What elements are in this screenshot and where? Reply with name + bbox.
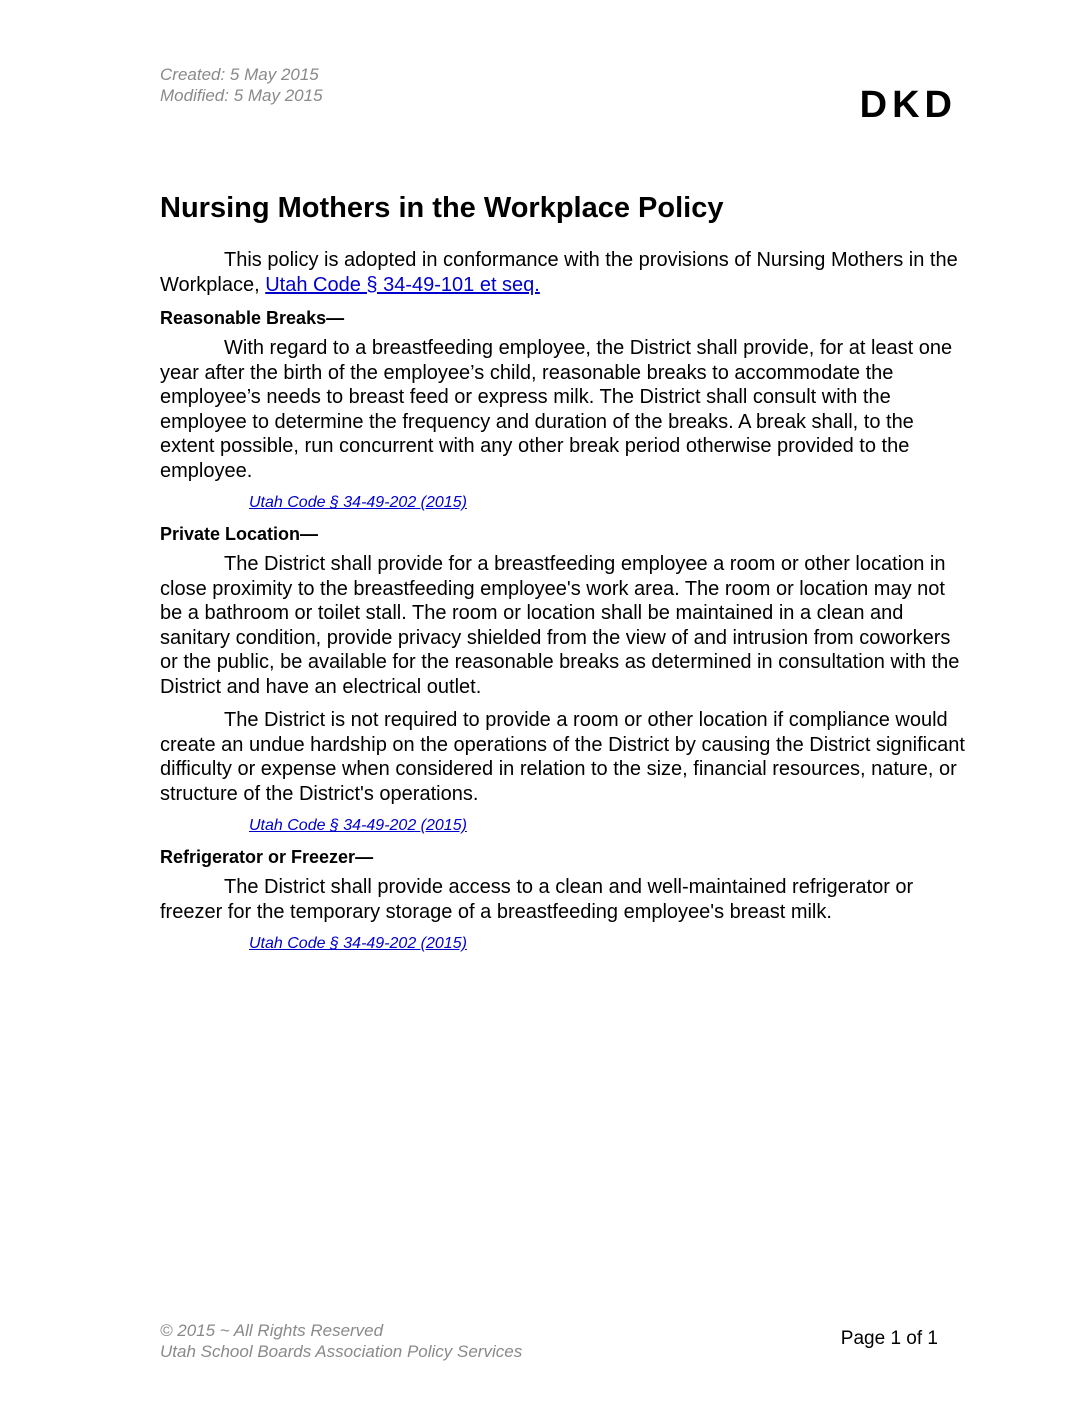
section-heading: Private Location— xyxy=(160,524,319,544)
section-heading: Reasonable Breaks— xyxy=(160,308,345,328)
intro-text: This policy is adopted in conformance with the provisions of Nursing Mothers in the Workplace, xyxy=(160,249,958,296)
section-refrigerator xyxy=(160,845,965,955)
document-body xyxy=(160,190,965,963)
section-heading: Refrigerator or Freezer— xyxy=(160,847,374,867)
document-metadata xyxy=(160,64,323,106)
copyright-text: © 2015 ~ All Rights Reserved xyxy=(160,1321,384,1340)
section-private-location xyxy=(160,522,965,837)
section-paragraph: The District shall provide access to a clean and well-maintained refrigerator or freezer for the temporary storage of a breastfeeding employee's breast milk. xyxy=(160,876,914,923)
modified-date: Modified: 5 May 2015 xyxy=(160,86,323,105)
created-date: Created: 5 May 2015 xyxy=(160,65,319,84)
citation-link[interactable]: Utah Code § 34-49-202 (2015) xyxy=(249,935,467,952)
citation-link[interactable]: Utah Code § 34-49-202 (2015) xyxy=(249,817,467,834)
citation-link[interactable]: Utah Code § 34-49-202 (2015) xyxy=(249,494,467,511)
section-paragraph: The District shall provide for a breastfeeding employee a room or other location in close proximity to the breastfeeding employee's work area. The room or location may not be a bathroom or toilet stall. The room or location shall be maintained in a clean and sanitary condition, provide privacy shielded from the view of and intrusion from coworkers or the public, be available for the reasonable breaks as determined in consultation with the District and have an electrical outlet. xyxy=(160,553,960,698)
policy-code: DKD xyxy=(859,84,957,126)
section-reasonable-breaks xyxy=(160,306,965,514)
footer-copyright xyxy=(160,1320,522,1362)
section-paragraph: The District is not required to provide a room or other location if compliance would create an undue hardship on the operations of the District by causing the District significant difficulty or expense when considered in relation to the size, financial resources, nature, or structure of the District's operations. xyxy=(160,709,965,805)
intro-paragraph xyxy=(160,248,965,297)
statute-link[interactable]: Utah Code § 34-49-101 et seq. xyxy=(265,273,540,296)
page-number: Page 1 of 1 xyxy=(840,1328,938,1349)
organization-text: Utah School Boards Association Policy Services xyxy=(160,1342,523,1361)
page-title: Nursing Mothers in the Workplace Policy xyxy=(160,192,724,224)
section-paragraph: With regard to a breastfeeding employee, the District shall provide, for at least one year after the birth of the employee’s child, reasonable breaks to accommodate the employee’s needs to breast feed or express milk. The District shall consult with the employee to determine the frequency and duration of the breaks. A break shall, to the extent possible, run concurrent with any other break period otherwise provided to the employee. xyxy=(160,337,953,482)
